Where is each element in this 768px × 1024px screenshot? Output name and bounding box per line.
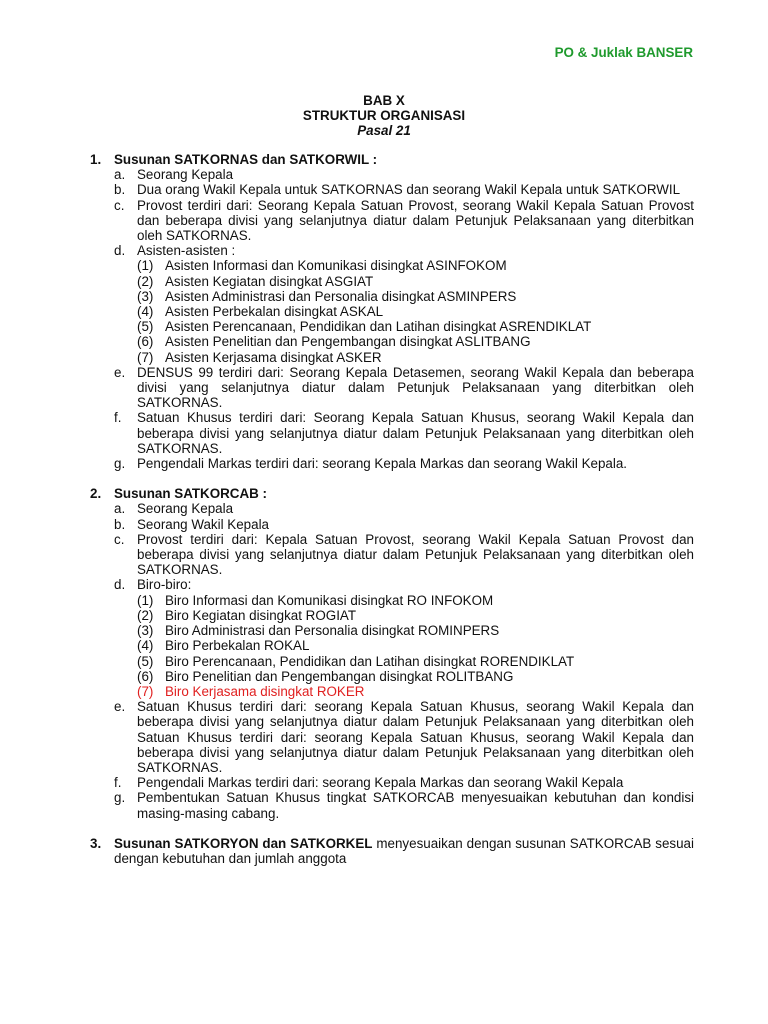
item-body [137,577,694,699]
chapter-title: STRUKTUR ORGANISASI [302,108,466,123]
document-header: PO & Juklak BANSER [554,45,693,60]
article-number: Pasal 21 [357,123,411,138]
sub-item-text: Biro Perbekalan ROKAL [165,638,310,654]
item-text: DENSUS 99 terdiri dari: Seorang Kepala Detasemen, seorang Wakil Kepala dan beberapa divisi yang selanjutnya diatur dalam Petunjuk Pelaksanaan yang diterbitkan oleh SATKORNAS. [137,364,694,411]
item-label: d. [114,577,126,593]
sub-item-text: Asisten Perbekalan disingkat ASKAL [165,304,384,320]
item-label: f. [114,410,122,426]
sub-item [137,608,694,623]
list-item [114,501,694,516]
list-item [114,456,694,471]
item-label: a. [114,167,126,183]
sub-item [137,334,694,349]
item-text: Pembentukan Satuan Khusus tingkat SATKORCAB menyesuaikan kebutuhan dan kondisi masing-masing cabang. [137,790,694,821]
sub-item-label: (6) [137,668,154,684]
sub-item-text: Biro Penelitian dan Pengembangan disingkat ROLITBANG [165,668,514,684]
sub-item [137,274,694,289]
sub-item-label: (4) [137,638,154,654]
sub-item-label: (2) [137,273,154,289]
sub-item-label: (3) [137,623,154,639]
item-text: Seorang Kepala [137,501,234,517]
sub-item-label: (7) [137,349,154,365]
list-item [114,243,694,365]
list-item [114,532,694,578]
section-text [114,836,694,866]
sub-item [137,350,694,365]
sub-item [137,623,694,638]
sub-item-label: (1) [137,258,154,274]
document-body [90,152,694,866]
item-text: Provost terdiri dari: Kepala Satuan Provost, seorang Wakil Kepala Satuan Provost dan beberapa divisi yang selanjutnya diatur dalam Petunjuk Pelaksanaan yang diterbitkan oleh SATKORNAS. [137,531,694,578]
section-3 [90,836,694,866]
section-2 [90,486,694,820]
sub-item [137,319,694,334]
list-item [114,517,694,532]
sub-item-text: Biro Kerjasama disingkat ROKER [165,683,365,699]
sub-item-text: Biro Administrasi dan Personalia disingkat ROMINPERS [165,623,500,639]
sub-item-label: (1) [137,592,154,608]
sub-item-text: Biro Perencanaan, Pendidikan dan Latihan disingkat RORENDIKLAT [165,653,575,669]
sub-item-text: Biro Informasi dan Komunikasi disingkat RO INFOKOM [165,592,494,608]
list-item [114,699,694,775]
sub-item [137,654,694,669]
item-label: e. [114,364,126,380]
sub-item [137,638,694,653]
item-label: b. [114,182,126,198]
sub-item-label: (5) [137,653,154,669]
sub-item [137,304,694,319]
item-text: Satuan Khusus terdiri dari: seorang Kepala Satuan Khusus, seorang Wakil Kepala dan beberapa divisi yang selanjutnya diatur dalam Petunjuk Pelaksanaan yang diterbitkan oleh Satuan Khusus terdiri dari: seorang Kepala Satuan Khusus, seorang Wakil Kepala dan beberapa divisi yang selanjutnya diatur dalam Petunjuk Pelaksanaan yang diterbitkan oleh SATKORNAS. [137,699,694,775]
sub-item [137,593,694,608]
sub-item-text: Asisten Administrasi dan Personalia disingkat ASMINPERS [165,288,517,304]
item-text: Pengendali Markas terdiri dari: seorang Kepala Markas dan seorang Wakil Kepala [137,775,624,791]
section-title: Susunan SATKORYON dan SATKORKEL [114,835,373,851]
section-title: Susunan SATKORCAB : [114,486,267,502]
sub-item-text: Asisten Kegiatan disingkat ASGIAT [165,273,374,289]
sub-item [137,258,694,273]
list-item [114,775,694,790]
section-title: Susunan SATKORNAS dan SATKORWIL : [114,152,378,167]
sub-item [137,289,694,304]
item-text: Biro-biro: [137,577,192,593]
list-item [114,410,694,456]
sub-item-label: (7) [137,683,154,699]
item-text: Dua orang Wakil Kepala untuk SATKORNAS dan seorang Wakil Kepala untuk SATKORWIL [137,182,681,198]
item-label: c. [114,531,125,547]
item-label: g. [114,790,126,806]
sub-item-text: Biro Kegiatan disingkat ROGIAT [165,607,357,623]
item-text: Provost terdiri dari: Seorang Kepala Satuan Provost, seorang Wakil Kepala Satuan Provost dan beberapa divisi yang selanjutnya diatur dalam Petunjuk Pelaksanaan yang diterbitkan oleh SATKORNAS. [137,197,694,244]
list-item [114,790,694,820]
section-body [114,152,694,471]
chapter-title-block [0,93,768,138]
list-item [114,182,694,197]
item-text: Seorang Wakil Kepala [137,516,269,532]
sub-item-label: (5) [137,319,154,335]
sub-item [137,669,694,684]
section-rest: menyesuaikan dengan susunan SATKORCAB sesuai dengan kebutuhan dan jumlah anggota [114,835,694,866]
item-text: Pengendali Markas terdiri dari: seorang Kepala Markas dan seorang Wakil Kepala. [137,456,628,472]
item-body [137,243,694,365]
section-1 [90,152,694,471]
section-number: 3. [90,835,102,851]
item-label: b. [114,516,126,532]
item-label: d. [114,243,126,259]
sub-item-highlighted [137,684,694,699]
item-text: Asisten-asisten : [137,243,236,259]
sub-item-text: Asisten Kerjasama disingkat ASKER [165,349,382,365]
sub-item-label: (4) [137,304,154,320]
section-number: 1. [90,152,102,167]
item-label: c. [114,197,125,213]
sub-item-label: (3) [137,288,154,304]
sub-item-label: (2) [137,607,154,623]
item-text: Satuan Khusus terdiri dari: Seorang Kepala Satuan Khusus, seorang Wakil Kepala dan beberapa divisi yang selanjutnya diatur dalam Petunjuk Pelaksanaan yang diterbitkan oleh SATKORNAS. [137,410,694,456]
item-label: e. [114,699,126,715]
list-item [114,198,694,244]
section-body [114,486,694,820]
item-label: a. [114,501,126,517]
sub-item-text: Asisten Perencanaan, Pendidikan dan Latihan disingkat ASRENDIKLAT [165,319,592,335]
chapter-number: BAB X [363,93,405,108]
section-number: 2. [90,486,102,502]
item-label: g. [114,456,126,472]
sub-item-text: Asisten Informasi dan Komunikasi disingkat ASINFOKOM [165,258,507,274]
list-item [114,577,694,699]
list-item [114,365,694,411]
sub-item-label: (6) [137,334,154,350]
list-item [114,167,694,182]
sub-item-text: Asisten Penelitian dan Pengembangan disingkat ASLITBANG [165,334,531,350]
item-label: f. [114,775,122,791]
item-text: Seorang Kepala [137,167,234,183]
